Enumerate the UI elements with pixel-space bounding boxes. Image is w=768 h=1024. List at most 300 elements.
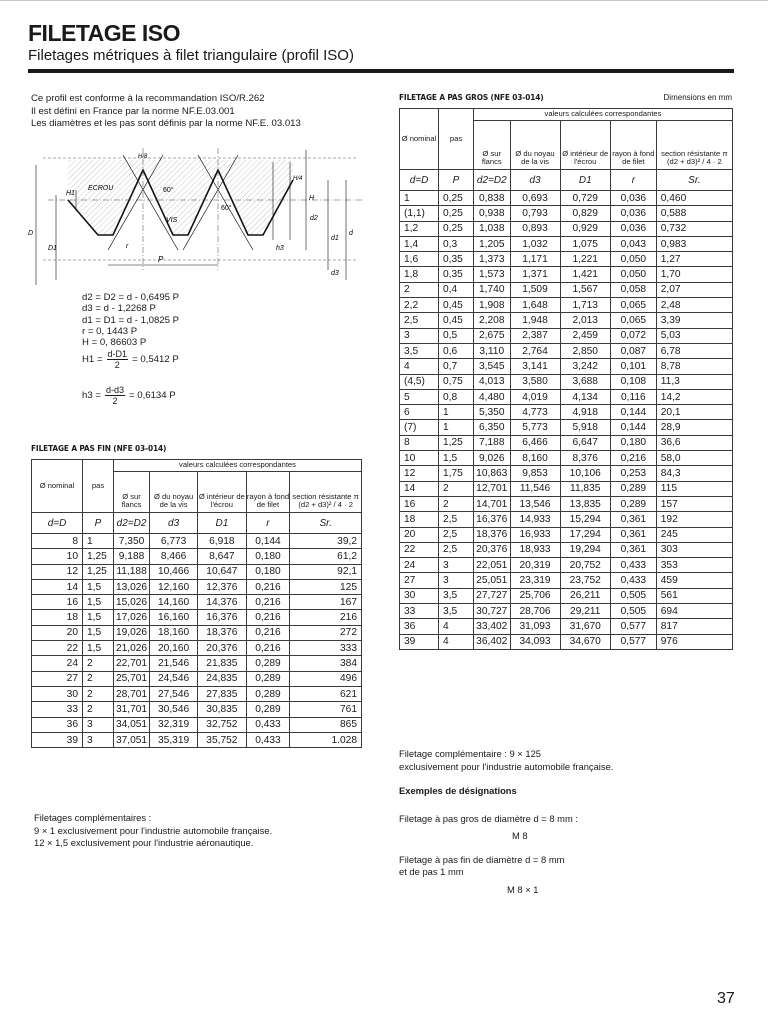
- table-cell: 1,509: [510, 282, 560, 297]
- table-cell: 36: [32, 717, 83, 732]
- table-cell: 25,706: [510, 588, 560, 603]
- table-cell: (7): [400, 420, 439, 435]
- table-cell: 28,9: [656, 420, 732, 435]
- table-cell: 0,108: [610, 374, 656, 389]
- table-row: [400, 359, 733, 374]
- formula-h3-right: = 0,6134 P: [128, 390, 176, 402]
- table-cell: 3,5: [439, 604, 474, 619]
- table-row: [400, 496, 733, 511]
- table-cell: 15,294: [560, 512, 610, 527]
- table-cell: 17,294: [560, 527, 610, 542]
- table-cell: 0,893: [510, 221, 560, 236]
- table-cell: 2,2: [400, 298, 439, 313]
- table-row: [32, 686, 362, 701]
- table-row: [400, 236, 733, 251]
- table-cell: 0,8: [439, 389, 474, 404]
- table-cell: 2: [400, 282, 439, 297]
- table-cell: 2,013: [560, 313, 610, 328]
- intro-line: Ce profil est conforme à la recommandation ISO/R.262: [31, 93, 265, 104]
- table-cell: 20: [400, 527, 439, 542]
- label-h8: H/8: [138, 154, 148, 160]
- table-cell: 2,5: [400, 313, 439, 328]
- table-cell: 1,5: [83, 595, 114, 610]
- table-cell: 0,929: [560, 221, 610, 236]
- table-row: [400, 542, 733, 557]
- table-cell: 3,141: [510, 359, 560, 374]
- table-cell: 36: [400, 619, 439, 634]
- column-header: Ø nominal: [400, 109, 439, 170]
- table-cell: 30,835: [198, 702, 246, 717]
- table-cell: 3,580: [510, 374, 560, 389]
- table-cell: 27,727: [474, 588, 511, 603]
- table-cell: 2: [83, 702, 114, 717]
- table-row: [400, 466, 733, 481]
- table-row: [32, 610, 362, 625]
- table-cell: 2,48: [656, 298, 732, 313]
- table-cell: 216: [290, 610, 362, 625]
- table-cell: 1: [83, 534, 114, 549]
- table-cell: 2: [439, 496, 474, 511]
- table-cell: 4,134: [560, 389, 610, 404]
- table-cell: 20,1: [656, 405, 732, 420]
- label-d-lower: d: [349, 230, 353, 237]
- table-cell: 1,032: [510, 236, 560, 251]
- table-cell: 16: [400, 496, 439, 511]
- table-cell: 1,2: [400, 221, 439, 236]
- table-cell: 3: [439, 558, 474, 573]
- table-cell: 5,918: [560, 420, 610, 435]
- table-cell: 1,421: [560, 267, 610, 282]
- table-cell: 10,106: [560, 466, 610, 481]
- table-cell: 0,983: [656, 236, 732, 251]
- table-cell: 0,144: [610, 405, 656, 420]
- table-cell: 30,727: [474, 604, 511, 619]
- column-header: rayon à fond de filet: [610, 121, 656, 170]
- table-cell: 1,908: [474, 298, 511, 313]
- table-cell: 0,036: [610, 221, 656, 236]
- column-header: Ø intérieur de l'écrou: [560, 121, 610, 170]
- table-cell: 976: [656, 634, 732, 649]
- table-cell: 0,065: [610, 298, 656, 313]
- table-cell: 2,675: [474, 328, 511, 343]
- table-row: [400, 343, 733, 358]
- table-cell: 4,013: [474, 374, 511, 389]
- table-cell: 3,110: [474, 343, 511, 358]
- table-cell: 0,361: [610, 542, 656, 557]
- label-h4: H/4: [293, 176, 303, 182]
- table-cell: 9,026: [474, 451, 511, 466]
- table-cell: 0,460: [656, 191, 732, 206]
- column-header: section résistante π (d2 + d3)² / 4 · 2: [656, 121, 732, 170]
- table-cell: 36,6: [656, 435, 732, 450]
- formula-h3: [82, 385, 179, 406]
- fraction-numerator: d-D1: [107, 349, 128, 360]
- table-cell: 0,050: [610, 267, 656, 282]
- formula-h3-fraction: [105, 385, 125, 406]
- table-cell: 2: [83, 686, 114, 701]
- table-cell: 1,27: [656, 252, 732, 267]
- table-cell: 353: [656, 558, 732, 573]
- table-cell: 22,051: [474, 558, 511, 573]
- symbol-cell: Sr.: [290, 513, 362, 534]
- table-cell: 14,376: [198, 595, 246, 610]
- coarse-extra-note: [399, 748, 613, 773]
- title-rule: [28, 69, 734, 73]
- table-cell: 7,350: [114, 534, 150, 549]
- table-cell: 14,933: [510, 512, 560, 527]
- table-cell: 39: [400, 634, 439, 649]
- example-designation: M 8: [512, 830, 528, 841]
- table-cell: 28,706: [510, 604, 560, 619]
- table-cell: 1,25: [439, 435, 474, 450]
- table-cell: 14: [32, 579, 83, 594]
- table-cell: 0,588: [656, 206, 732, 221]
- table-cell: 21,026: [114, 641, 150, 656]
- scan-edge: [0, 0, 768, 1]
- symbol-row: [400, 170, 733, 191]
- coarse-thread-table: [399, 108, 733, 650]
- note-line: 9 × 1 exclusivement pour l'industrie automobile française.: [34, 824, 273, 836]
- table-cell: 10,863: [474, 466, 511, 481]
- formula-line: d1 = D1 = d - 1,0825 P: [82, 314, 180, 326]
- table-cell: 30: [400, 588, 439, 603]
- table-cell: 14,701: [474, 496, 511, 511]
- table-cell: 0,838: [474, 191, 511, 206]
- table-cell: 12: [400, 466, 439, 481]
- table-cell: 10: [400, 451, 439, 466]
- table-row: [400, 328, 733, 343]
- example-line: et de pas 1 mm: [399, 866, 464, 877]
- dimensions-note: Dimensions en mm: [663, 93, 732, 102]
- symbol-cell: Sr.: [656, 170, 732, 191]
- table-cell: 4: [400, 359, 439, 374]
- table-cell: 5,350: [474, 405, 511, 420]
- symbol-cell: r: [246, 513, 290, 534]
- table-cell: 58,0: [656, 451, 732, 466]
- formula-line: d2 = D2 = d - 0,6495 P: [82, 292, 180, 303]
- table-cell: 12,376: [198, 579, 246, 594]
- table-cell: 0,433: [246, 717, 290, 732]
- table-cell: 31,701: [114, 702, 150, 717]
- symbol-cell: d2=D2: [474, 170, 511, 191]
- formula-h3-left: h3 =: [82, 390, 101, 402]
- table-cell: 27,835: [198, 686, 246, 701]
- table-cell: 0,75: [439, 374, 474, 389]
- formula-h1-fraction: [107, 349, 129, 370]
- table-cell: 1: [400, 191, 439, 206]
- table-cell: 20,160: [150, 641, 198, 656]
- table-cell: 0,45: [439, 298, 474, 313]
- table-cell: 0,732: [656, 221, 732, 236]
- table-cell: 32,319: [150, 717, 198, 732]
- table-row: [400, 206, 733, 221]
- table-cell: 4,019: [510, 389, 560, 404]
- table-cell: 0,693: [510, 191, 560, 206]
- table-cell: 0,793: [510, 206, 560, 221]
- calc-header: valeurs calculées correspondantes: [474, 109, 733, 121]
- table-row: [32, 641, 362, 656]
- table-cell: 19,026: [114, 625, 150, 640]
- table-cell: 3: [400, 328, 439, 343]
- table-cell: 37,051: [114, 732, 150, 747]
- formulas: [82, 292, 179, 406]
- table-cell: 1,5: [83, 610, 114, 625]
- table-header-row: [400, 109, 733, 121]
- table-cell: 115: [656, 481, 732, 496]
- table-row: [400, 451, 733, 466]
- table-cell: 8: [32, 534, 83, 549]
- table-cell: (1,1): [400, 206, 439, 221]
- table-cell: 0,25: [439, 191, 474, 206]
- table-cell: 36,402: [474, 634, 511, 649]
- table-cell: 0,577: [610, 619, 656, 634]
- table-cell: 11,3: [656, 374, 732, 389]
- table-cell: 27: [400, 573, 439, 588]
- table-cell: 20,376: [198, 641, 246, 656]
- fraction-denominator: 2: [114, 360, 120, 371]
- table-cell: 15,026: [114, 595, 150, 610]
- formula-h1-left: H1 =: [82, 354, 103, 366]
- table-cell: 16,376: [198, 610, 246, 625]
- table-cell: 0,361: [610, 512, 656, 527]
- table-cell: 31,093: [510, 619, 560, 634]
- table-cell: 8,466: [150, 549, 198, 564]
- note-line: Filetage complémentaire : 9 × 125: [399, 748, 542, 759]
- table-cell: 1,5: [83, 625, 114, 640]
- table-row: [32, 732, 362, 747]
- table-cell: 1,75: [439, 466, 474, 481]
- table-cell: 1,8: [400, 267, 439, 282]
- table-cell: 0,180: [246, 549, 290, 564]
- table-cell: 20: [32, 625, 83, 640]
- table-cell: 2,850: [560, 343, 610, 358]
- table-cell: 2: [83, 656, 114, 671]
- table-cell: 1,567: [560, 282, 610, 297]
- table-cell: 1,740: [474, 282, 511, 297]
- table-cell: 0,216: [246, 595, 290, 610]
- table-cell: 18: [400, 512, 439, 527]
- table-cell: 2,387: [510, 328, 560, 343]
- intro-line: Il est défini en France par la norme NF.E.03.001: [31, 105, 235, 117]
- intro-text: [31, 93, 301, 131]
- table-cell: 12,160: [150, 579, 198, 594]
- calc-header: valeurs calculées correspondantes: [114, 460, 362, 472]
- label-d1-upper: D1: [48, 245, 57, 252]
- formula-h1-right: = 0,5412 P: [132, 354, 179, 366]
- table-cell: 0,216: [246, 625, 290, 640]
- table-cell: 6,647: [560, 435, 610, 450]
- table-cell: 0,7: [439, 359, 474, 374]
- symbol-cell: D1: [560, 170, 610, 191]
- table-row: [400, 588, 733, 603]
- table-cell: 4: [439, 634, 474, 649]
- table-cell: 1,373: [474, 252, 511, 267]
- table-cell: 1,573: [474, 267, 511, 282]
- symbol-cell: d=D: [32, 513, 83, 534]
- table-cell: 24,835: [198, 671, 246, 686]
- table-cell: 0,505: [610, 588, 656, 603]
- table-cell: 459: [656, 573, 732, 588]
- table-row: [32, 564, 362, 579]
- table-cell: 8,160: [510, 451, 560, 466]
- table-cell: 5,773: [510, 420, 560, 435]
- table-cell: 3,242: [560, 359, 610, 374]
- page-title: FILETAGE ISO: [28, 20, 181, 46]
- table-cell: 384: [290, 656, 362, 671]
- table-cell: 0,4: [439, 282, 474, 297]
- table-cell: 12: [32, 564, 83, 579]
- table-cell: 22,701: [114, 656, 150, 671]
- table-row: [400, 512, 733, 527]
- table-cell: 0,087: [610, 343, 656, 358]
- table-row: [32, 595, 362, 610]
- symbol-cell: r: [610, 170, 656, 191]
- table-cell: 0,036: [610, 206, 656, 221]
- table-cell: 1,221: [560, 252, 610, 267]
- table-cell: 16,160: [150, 610, 198, 625]
- formula-line: r = 0, 1443 P: [82, 325, 138, 337]
- table-cell: 496: [290, 671, 362, 686]
- table-cell: 0,25: [439, 206, 474, 221]
- table-cell: 0,35: [439, 267, 474, 282]
- table-row: [400, 634, 733, 649]
- table-cell: 0,216: [610, 451, 656, 466]
- table-cell: 20,752: [560, 558, 610, 573]
- table-cell: 10,466: [150, 564, 198, 579]
- table-cell: 23,319: [510, 573, 560, 588]
- thread-profile-diagram: [28, 140, 373, 290]
- table-row: [400, 558, 733, 573]
- label-d-upper: D: [28, 230, 34, 237]
- label-angle-top: 60°: [163, 187, 174, 194]
- table-cell: 0,216: [246, 641, 290, 656]
- table-row: [400, 420, 733, 435]
- table-cell: 34,051: [114, 717, 150, 732]
- table-row: [32, 579, 362, 594]
- table-cell: 2,764: [510, 343, 560, 358]
- table-cell: 6,773: [150, 534, 198, 549]
- table-cell: 125: [290, 579, 362, 594]
- table-cell: 1.028: [290, 732, 362, 747]
- table-cell: 4,773: [510, 405, 560, 420]
- label-angle-bottom: 60°: [221, 205, 232, 212]
- table-row: [32, 534, 362, 549]
- table-cell: 35,752: [198, 732, 246, 747]
- column-header: pas: [439, 109, 474, 170]
- table-cell: 2,208: [474, 313, 511, 328]
- table-cell: 0,361: [610, 527, 656, 542]
- table-cell: 0,3: [439, 236, 474, 251]
- table-cell: 0,043: [610, 236, 656, 251]
- table-row: [400, 389, 733, 404]
- table-row: [400, 435, 733, 450]
- table-cell: 0,058: [610, 282, 656, 297]
- table-cell: 0,6: [439, 343, 474, 358]
- table-cell: 39,2: [290, 534, 362, 549]
- formula-gap: [82, 370, 179, 384]
- label-h3: h3: [276, 245, 284, 252]
- table-cell: 2,5: [439, 512, 474, 527]
- table-cell: 0,101: [610, 359, 656, 374]
- table-cell: 0,050: [610, 252, 656, 267]
- formula-line: d3 = d - 1,2268 P: [82, 303, 156, 315]
- table-cell: 167: [290, 595, 362, 610]
- table-cell: 4,480: [474, 389, 511, 404]
- table-cell: 6: [400, 405, 439, 420]
- table-cell: 6,78: [656, 343, 732, 358]
- fine-notes: [34, 812, 272, 850]
- table-cell: 1,171: [510, 252, 560, 267]
- table-cell: 0,938: [474, 206, 511, 221]
- column-header: section résistante π (d2 + d3)² / 4 · 2: [290, 472, 362, 513]
- label-p: P: [158, 255, 164, 264]
- example-designation: M 8 × 1: [507, 884, 539, 895]
- table-cell: 6,918: [198, 534, 246, 549]
- table-cell: 1,713: [560, 298, 610, 313]
- table-cell: 1,25: [83, 564, 114, 579]
- note-line: 12 × 1,5 exclusivement pour l'industrie aéronautique.: [34, 837, 254, 848]
- table-cell: 8,78: [656, 359, 732, 374]
- table-row: [400, 313, 733, 328]
- table-row: [32, 671, 362, 686]
- table-cell: 30,546: [150, 702, 198, 717]
- table-cell: 16: [32, 595, 83, 610]
- table-cell: 24: [400, 558, 439, 573]
- table-cell: 0,433: [610, 573, 656, 588]
- table-cell: 18,376: [198, 625, 246, 640]
- table-cell: 30: [32, 686, 83, 701]
- fine-thread-table: [31, 459, 362, 748]
- formula-h1: [82, 349, 179, 370]
- formula-line: H = 0, 86603 P: [82, 337, 147, 349]
- table-row: [400, 573, 733, 588]
- table-cell: 1,25: [83, 549, 114, 564]
- column-header: Ø sur flancs: [474, 121, 511, 170]
- table-cell: 192: [656, 512, 732, 527]
- table-cell: 0,216: [246, 579, 290, 594]
- column-header: Ø intérieur de l'écrou: [198, 472, 246, 513]
- table-cell: 0,180: [610, 435, 656, 450]
- table-cell: 0,289: [246, 671, 290, 686]
- table-cell: 3,5: [439, 588, 474, 603]
- table-row: [32, 656, 362, 671]
- table-cell: 2,5: [439, 527, 474, 542]
- table-cell: 0,505: [610, 604, 656, 619]
- table-cell: 303: [656, 542, 732, 557]
- table-cell: 0,072: [610, 328, 656, 343]
- table-cell: 23,752: [560, 573, 610, 588]
- table-cell: 4: [439, 619, 474, 634]
- table-cell: 694: [656, 604, 732, 619]
- table-cell: 21,835: [198, 656, 246, 671]
- table-cell: 6,350: [474, 420, 511, 435]
- table-row: [400, 374, 733, 389]
- symbol-cell: D1: [198, 513, 246, 534]
- table-row: [400, 252, 733, 267]
- column-header: Ø du noyau de la vis: [150, 472, 198, 513]
- table-cell: 22: [32, 641, 83, 656]
- symbol-cell: d2=D2: [114, 513, 150, 534]
- intro-line: Les diamètres et les pas sont définis par la norme NF.E. 03.013: [31, 118, 301, 129]
- examples-title: Exemples de désignations: [399, 785, 517, 796]
- table-cell: 33: [32, 702, 83, 717]
- table-cell: 26,211: [560, 588, 610, 603]
- table-cell: 25,051: [474, 573, 511, 588]
- table-cell: 7,188: [474, 435, 511, 450]
- table-cell: 28,701: [114, 686, 150, 701]
- table-row: [400, 527, 733, 542]
- table-cell: 17,026: [114, 610, 150, 625]
